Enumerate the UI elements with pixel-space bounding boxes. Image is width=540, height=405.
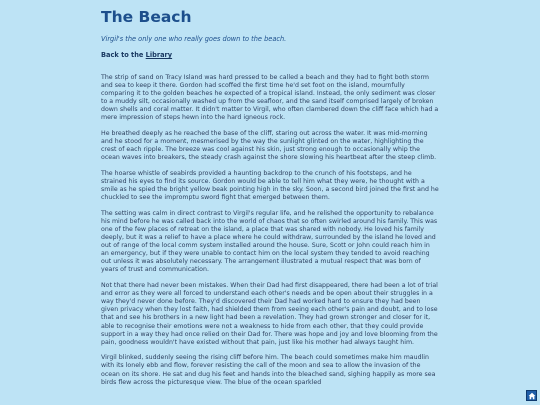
story-paragraph: He breathed deeply as he reached the base of the cliff, staring out across the water. It was mid-morning and he stood for a moment, mesmerised by the way the sunlight glinted on the water, highlighting the crest of each ripple. The breeze was cool against his skin, just strong enough to occasionally whip the ocean waves into breakers, the steady crash against the shore slowing his heartbeat after the steep climb. [101,130,437,162]
story-paragraph: Not that there had never been mistakes. When their Dad had first disappeared, there had been a lot of trial and error as they were all forced to understand each other's needs and be open about their struggles in a way they'd never done before. They'd discovered their Dad had worked hard to ensure they had been given privacy when they lost faith, had shielded them from seeing each other's pain and doubt, and to lose that and see his brothers in a new light had been a revelation. They had grown stronger and closer for it, able to recognise their emotions were not a weakness to hide from each other, that they could provide support in a way they had once relied on their Dad for. There was hope and joy and love blooming from the pain, goodness wouldn't have existed without that pain, just like his mother had always taught him. [101,282,438,346]
library-link[interactable]: Library [145,51,173,59]
back-prefix: Back to the [101,51,144,59]
story-paragraph: The hoarse whistle of seabirds provided a haunting backdrop to the crunch of his footsteps, and he strained his eyes to find its source. Gordon would be able to tell him what they were, he thought with a smile as he spied the bright yellow beak pointing high in the sky. Soon, a second bird joined the first and he chuckled to see the impromptu sword fight that emerged between them. [101,169,439,202]
page-title: The Beach [101,8,192,26]
story-paragraph: The setting was calm in direct contrast to Virgil's regular life, and he relished the opportunity to rebalance his mind before he was called back into the world of chaos that so often swirled around his family. This was one of the few places of retreat on the island, a place that was shared with nobody. He loved his family deeply, but it was a relief to have a place where he could withdraw, surrounded by the island he loved and out of range of the local comm system installed around the house. Sure, Scott or John could reach him in an emergency, but if they were unable to contact him on the local system they tended to avoid reaching out unless it was absolutely necessary. The arrangement illustrated a mutual respect that was born of years of trust and communication. [101,209,438,274]
home-button[interactable] [526,390,537,401]
home-icon [528,392,536,400]
page-subtitle: Virgil's the only one who really goes down to the beach. [101,35,287,43]
back-to-library [101,51,172,59]
story-paragraph: Virgil blinked, suddenly seeing the rising cliff before him. The beach could sometimes make him maudlin with its lonely ebb and flow, forever resisting the call of the moon and sea to allow the invasion of the ocean on its shore. He sat and dug his feet and hands into the bleached sand, sighing happily as more sea birds flew across the picturesque view. The blue of the ocean sparkled [101,354,436,386]
story-paragraph: The strip of sand on Tracy Island was hard pressed to be called a beach and they had to fight both storm and sea to keep it there. Gordon had scoffed the first time he'd set foot on the island, mournfully comparing it to the golden beaches he expected of a tropical island. Instead, the only sediment was closer to a muddy silt, occasionally washed up from the seafloor, and the sand itself comprised largely of broken down shells and coral matter. It didn't matter to Virgil, who often clambered down the cliff face which had a mere impression of steps hewn into the hard igneous rock. [101,74,439,122]
story-body [101,74,439,394]
